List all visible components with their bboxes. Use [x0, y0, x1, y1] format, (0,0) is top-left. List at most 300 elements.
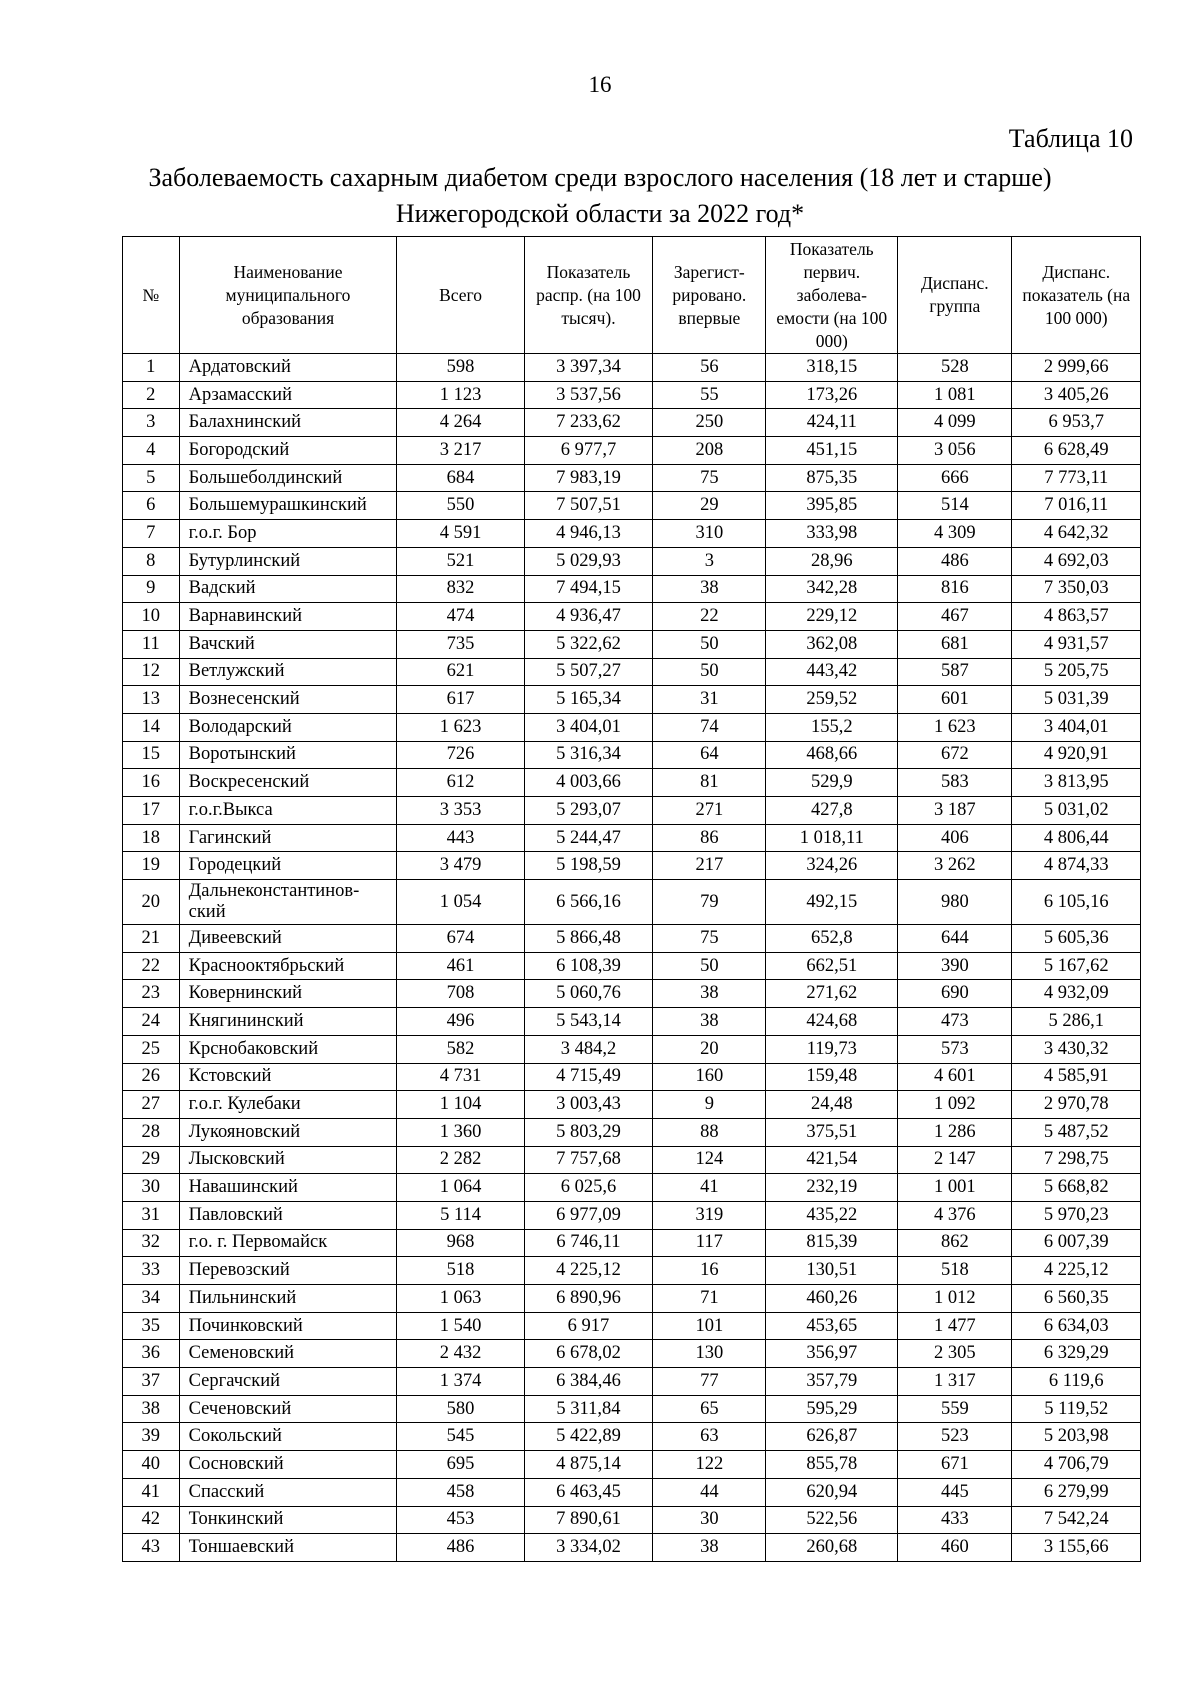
- row-num: 9: [123, 575, 180, 603]
- disp-rate: 4 931,57: [1012, 630, 1141, 658]
- incidence-rate: 130,51: [766, 1257, 898, 1285]
- table-row: [123, 1478, 1141, 1506]
- prevalence-rate: 5 029,93: [524, 547, 652, 575]
- disp-group: 644: [898, 925, 1012, 953]
- total-cases: 695: [397, 1451, 524, 1479]
- disp-rate: 5 970,23: [1012, 1201, 1141, 1229]
- total-cases: 550: [397, 492, 524, 520]
- row-num: 35: [123, 1312, 180, 1340]
- district-name: Лысковский: [179, 1146, 397, 1174]
- incidence-rate: 443,42: [766, 658, 898, 686]
- row-num: 7: [123, 520, 180, 548]
- prevalence-rate: 5 316,34: [524, 741, 652, 769]
- disp-group: 486: [898, 547, 1012, 575]
- disp-group: 4 376: [898, 1201, 1012, 1229]
- total-cases: 708: [397, 980, 524, 1008]
- total-cases: 3 217: [397, 437, 524, 465]
- table-row: [123, 880, 1141, 925]
- disp-rate: 5 205,75: [1012, 658, 1141, 686]
- incidence-rate: 357,79: [766, 1368, 898, 1396]
- disp-group: 666: [898, 464, 1012, 492]
- disp-rate: 3 813,95: [1012, 769, 1141, 797]
- total-cases: 832: [397, 575, 524, 603]
- district-name: Гагинский: [179, 824, 397, 852]
- district-name: Сергачский: [179, 1368, 397, 1396]
- incidence-rate: 529,9: [766, 769, 898, 797]
- header-disp-rate: Диспанс. показатель (на 100 000): [1012, 237, 1141, 354]
- disp-group: 1 092: [898, 1091, 1012, 1119]
- row-num: 11: [123, 630, 180, 658]
- header-incidence: Показатель первич. заболева-емости (на 100 000): [766, 237, 898, 354]
- table-row: [123, 1395, 1141, 1423]
- disp-rate: 5 668,82: [1012, 1174, 1141, 1202]
- disp-rate: 5 031,02: [1012, 797, 1141, 825]
- incidence-rate: 652,8: [766, 925, 898, 953]
- new-registered: 3: [653, 547, 766, 575]
- prevalence-rate: 7 757,68: [524, 1146, 652, 1174]
- incidence-table: [122, 236, 1141, 1562]
- table-row: [123, 741, 1141, 769]
- prevalence-rate: 5 507,27: [524, 658, 652, 686]
- new-registered: 75: [653, 925, 766, 953]
- table-row: [123, 630, 1141, 658]
- disp-rate: 6 634,03: [1012, 1312, 1141, 1340]
- table-row: [123, 1063, 1141, 1091]
- row-num: 26: [123, 1063, 180, 1091]
- header-new-registered: Зарегист-рировано. впервые: [653, 237, 766, 354]
- prevalence-rate: 6 977,09: [524, 1201, 652, 1229]
- district-name: Воротынский: [179, 741, 397, 769]
- prevalence-rate: 7 494,15: [524, 575, 652, 603]
- new-registered: 88: [653, 1118, 766, 1146]
- disp-group: 473: [898, 1008, 1012, 1036]
- table-row: [123, 1008, 1141, 1036]
- new-registered: 64: [653, 741, 766, 769]
- disp-rate: 6 329,29: [1012, 1340, 1141, 1368]
- incidence-rate: 324,26: [766, 852, 898, 880]
- new-registered: 38: [653, 575, 766, 603]
- district-name: Лукояновский: [179, 1118, 397, 1146]
- row-num: 40: [123, 1451, 180, 1479]
- incidence-rate: 260,68: [766, 1534, 898, 1562]
- new-registered: 319: [653, 1201, 766, 1229]
- total-cases: 4 591: [397, 520, 524, 548]
- new-registered: 81: [653, 769, 766, 797]
- prevalence-rate: 5 803,29: [524, 1118, 652, 1146]
- prevalence-rate: 3 334,02: [524, 1534, 652, 1562]
- district-name: Крснобаковский: [179, 1035, 397, 1063]
- row-num: 5: [123, 464, 180, 492]
- table-row: [123, 1368, 1141, 1396]
- disp-group: 433: [898, 1506, 1012, 1534]
- prevalence-rate: 7 233,62: [524, 409, 652, 437]
- prevalence-rate: 3 484,2: [524, 1035, 652, 1063]
- total-cases: 617: [397, 686, 524, 714]
- header-num: №: [123, 237, 180, 354]
- row-num: 30: [123, 1174, 180, 1202]
- disp-rate: 4 806,44: [1012, 824, 1141, 852]
- row-num: 19: [123, 852, 180, 880]
- new-registered: 65: [653, 1395, 766, 1423]
- disp-group: 862: [898, 1229, 1012, 1257]
- row-num: 10: [123, 603, 180, 631]
- new-registered: 38: [653, 1534, 766, 1562]
- disp-group: 3 262: [898, 852, 1012, 880]
- district-name: Тонкинский: [179, 1506, 397, 1534]
- disp-rate: 3 405,26: [1012, 381, 1141, 409]
- row-num: 4: [123, 437, 180, 465]
- district-name: Вачский: [179, 630, 397, 658]
- row-num: 1: [123, 354, 180, 382]
- incidence-rate: 232,19: [766, 1174, 898, 1202]
- row-num: 21: [123, 925, 180, 953]
- disp-rate: 7 773,11: [1012, 464, 1141, 492]
- district-name: Ветлужский: [179, 658, 397, 686]
- district-name: Тоншаевский: [179, 1534, 397, 1562]
- table-row: [123, 1340, 1141, 1368]
- disp-group: 583: [898, 769, 1012, 797]
- table-row: [123, 1035, 1141, 1063]
- prevalence-rate: 4 936,47: [524, 603, 652, 631]
- table-row: [123, 1534, 1141, 1562]
- disp-rate: 7 542,24: [1012, 1506, 1141, 1534]
- prevalence-rate: 5 293,07: [524, 797, 652, 825]
- district-name: Кстовский: [179, 1063, 397, 1091]
- new-registered: 117: [653, 1229, 766, 1257]
- district-name: Большемурашкинский: [179, 492, 397, 520]
- table-row: [123, 713, 1141, 741]
- row-num: 6: [123, 492, 180, 520]
- prevalence-rate: 5 060,76: [524, 980, 652, 1008]
- table-row: [123, 852, 1141, 880]
- prevalence-rate: 4 875,14: [524, 1451, 652, 1479]
- district-name: Вадский: [179, 575, 397, 603]
- disp-group: 390: [898, 952, 1012, 980]
- disp-group: 528: [898, 354, 1012, 382]
- incidence-rate: 333,98: [766, 520, 898, 548]
- incidence-rate: 435,22: [766, 1201, 898, 1229]
- table-row: [123, 437, 1141, 465]
- disp-rate: 2 999,66: [1012, 354, 1141, 382]
- total-cases: 518: [397, 1257, 524, 1285]
- district-name: г.о.г.Выкса: [179, 797, 397, 825]
- prevalence-rate: 4 225,12: [524, 1257, 652, 1285]
- disp-rate: 6 119,6: [1012, 1368, 1141, 1396]
- incidence-rate: 342,28: [766, 575, 898, 603]
- incidence-rate: 620,94: [766, 1478, 898, 1506]
- disp-group: 1 012: [898, 1285, 1012, 1313]
- incidence-rate: 427,8: [766, 797, 898, 825]
- disp-group: 587: [898, 658, 1012, 686]
- prevalence-rate: 5 422,89: [524, 1423, 652, 1451]
- total-cases: 3 479: [397, 852, 524, 880]
- row-num: 38: [123, 1395, 180, 1423]
- prevalence-rate: 6 108,39: [524, 952, 652, 980]
- total-cases: 486: [397, 1534, 524, 1562]
- new-registered: 22: [653, 603, 766, 631]
- row-num: 2: [123, 381, 180, 409]
- table-title: [0, 160, 1200, 232]
- row-num: 23: [123, 980, 180, 1008]
- district-name: Балахнинский: [179, 409, 397, 437]
- district-name: г.о.г. Кулебаки: [179, 1091, 397, 1119]
- table-row: [123, 603, 1141, 631]
- row-num: 25: [123, 1035, 180, 1063]
- total-cases: 674: [397, 925, 524, 953]
- disp-rate: 6 007,39: [1012, 1229, 1141, 1257]
- incidence-rate: 395,85: [766, 492, 898, 520]
- incidence-rate: 626,87: [766, 1423, 898, 1451]
- disp-group: 1 623: [898, 713, 1012, 741]
- table-row: [123, 1506, 1141, 1534]
- disp-group: 980: [898, 880, 1012, 925]
- total-cases: 735: [397, 630, 524, 658]
- total-cases: 968: [397, 1229, 524, 1257]
- incidence-rate: 522,56: [766, 1506, 898, 1534]
- district-name: Сосновский: [179, 1451, 397, 1479]
- new-registered: 50: [653, 658, 766, 686]
- new-registered: 217: [653, 852, 766, 880]
- disp-rate: 2 970,78: [1012, 1091, 1141, 1119]
- district-name: Богородский: [179, 437, 397, 465]
- total-cases: 582: [397, 1035, 524, 1063]
- disp-rate: 4 863,57: [1012, 603, 1141, 631]
- new-registered: 75: [653, 464, 766, 492]
- incidence-rate: 229,12: [766, 603, 898, 631]
- district-name: Сокольский: [179, 1423, 397, 1451]
- incidence-rate: 421,54: [766, 1146, 898, 1174]
- row-num: 39: [123, 1423, 180, 1451]
- prevalence-rate: 4 946,13: [524, 520, 652, 548]
- total-cases: 1 360: [397, 1118, 524, 1146]
- disp-rate: 5 031,39: [1012, 686, 1141, 714]
- total-cases: 4 731: [397, 1063, 524, 1091]
- total-cases: 461: [397, 952, 524, 980]
- disp-rate: 5 286,1: [1012, 1008, 1141, 1036]
- disp-group: 4 601: [898, 1063, 1012, 1091]
- table-row: [123, 980, 1141, 1008]
- prevalence-rate: 4 715,49: [524, 1063, 652, 1091]
- disp-group: 4 309: [898, 520, 1012, 548]
- prevalence-rate: 7 983,19: [524, 464, 652, 492]
- incidence-rate: 318,15: [766, 354, 898, 382]
- prevalence-rate: 6 890,96: [524, 1285, 652, 1313]
- row-num: 33: [123, 1257, 180, 1285]
- table-row: [123, 1201, 1141, 1229]
- total-cases: 1 623: [397, 713, 524, 741]
- table-row: [123, 354, 1141, 382]
- total-cases: 496: [397, 1008, 524, 1036]
- prevalence-rate: 5 198,59: [524, 852, 652, 880]
- total-cases: 2 432: [397, 1340, 524, 1368]
- prevalence-rate: 5 244,47: [524, 824, 652, 852]
- incidence-rate: 155,2: [766, 713, 898, 741]
- total-cases: 521: [397, 547, 524, 575]
- header-total: Всего: [397, 237, 524, 354]
- total-cases: 1 063: [397, 1285, 524, 1313]
- disp-rate: 6 279,99: [1012, 1478, 1141, 1506]
- disp-group: 573: [898, 1035, 1012, 1063]
- incidence-rate: 451,15: [766, 437, 898, 465]
- disp-group: 672: [898, 741, 1012, 769]
- total-cases: 684: [397, 464, 524, 492]
- disp-rate: 4 920,91: [1012, 741, 1141, 769]
- district-name: Семеновский: [179, 1340, 397, 1368]
- incidence-rate: 28,96: [766, 547, 898, 575]
- disp-group: 467: [898, 603, 1012, 631]
- new-registered: 50: [653, 952, 766, 980]
- total-cases: 1 054: [397, 880, 524, 925]
- disp-group: 2 305: [898, 1340, 1012, 1368]
- district-name: Починковский: [179, 1312, 397, 1340]
- disp-rate: 4 932,09: [1012, 980, 1141, 1008]
- table-row: [123, 409, 1141, 437]
- header-row: [123, 237, 1141, 354]
- total-cases: 5 114: [397, 1201, 524, 1229]
- row-num: 37: [123, 1368, 180, 1396]
- incidence-rate: 119,73: [766, 1035, 898, 1063]
- disp-rate: 6 953,7: [1012, 409, 1141, 437]
- district-name: Воскресенский: [179, 769, 397, 797]
- incidence-rate: 159,48: [766, 1063, 898, 1091]
- disp-rate: 4 874,33: [1012, 852, 1141, 880]
- table-row: [123, 520, 1141, 548]
- prevalence-rate: 5 866,48: [524, 925, 652, 953]
- disp-rate: 3 404,01: [1012, 713, 1141, 741]
- header-name: Наименование муниципального образования: [179, 237, 397, 354]
- row-num: 31: [123, 1201, 180, 1229]
- disp-rate: 5 605,36: [1012, 925, 1141, 953]
- incidence-rate: 662,51: [766, 952, 898, 980]
- disp-group: 4 099: [898, 409, 1012, 437]
- incidence-rate: 24,48: [766, 1091, 898, 1119]
- row-num: 36: [123, 1340, 180, 1368]
- disp-rate: 5 119,52: [1012, 1395, 1141, 1423]
- district-name: Краснооктябрьский: [179, 952, 397, 980]
- disp-group: 690: [898, 980, 1012, 1008]
- total-cases: 2 282: [397, 1146, 524, 1174]
- district-name: Володарский: [179, 713, 397, 741]
- disp-group: 523: [898, 1423, 1012, 1451]
- disp-group: 1 286: [898, 1118, 1012, 1146]
- prevalence-rate: 6 678,02: [524, 1340, 652, 1368]
- new-registered: 71: [653, 1285, 766, 1313]
- table-row: [123, 1229, 1141, 1257]
- new-registered: 124: [653, 1146, 766, 1174]
- disp-rate: 4 706,79: [1012, 1451, 1141, 1479]
- table-row: [123, 1285, 1141, 1313]
- incidence-rate: 173,26: [766, 381, 898, 409]
- district-name: Городецкий: [179, 852, 397, 880]
- row-num: 27: [123, 1091, 180, 1119]
- district-name: Княгининский: [179, 1008, 397, 1036]
- disp-group: 1 477: [898, 1312, 1012, 1340]
- table-row: [123, 797, 1141, 825]
- incidence-rate: 468,66: [766, 741, 898, 769]
- prevalence-rate: 6 025,6: [524, 1174, 652, 1202]
- incidence-rate: 815,39: [766, 1229, 898, 1257]
- new-registered: 31: [653, 686, 766, 714]
- row-num: 17: [123, 797, 180, 825]
- new-registered: 86: [653, 824, 766, 852]
- disp-rate: 7 298,75: [1012, 1146, 1141, 1174]
- district-name: Варнавинский: [179, 603, 397, 631]
- district-name: Вознесенский: [179, 686, 397, 714]
- total-cases: 612: [397, 769, 524, 797]
- table-row: [123, 925, 1141, 953]
- incidence-rate: 595,29: [766, 1395, 898, 1423]
- prevalence-rate: 6 746,11: [524, 1229, 652, 1257]
- new-registered: 44: [653, 1478, 766, 1506]
- table-row: [123, 547, 1141, 575]
- table-row: [123, 1312, 1141, 1340]
- total-cases: 1 104: [397, 1091, 524, 1119]
- prevalence-rate: 3 537,56: [524, 381, 652, 409]
- row-num: 28: [123, 1118, 180, 1146]
- district-name: Павловский: [179, 1201, 397, 1229]
- row-num: 41: [123, 1478, 180, 1506]
- row-num: 42: [123, 1506, 180, 1534]
- disp-group: 2 147: [898, 1146, 1012, 1174]
- disp-rate: 4 642,32: [1012, 520, 1141, 548]
- table-row: [123, 1257, 1141, 1285]
- district-name: Перевозский: [179, 1257, 397, 1285]
- new-registered: 16: [653, 1257, 766, 1285]
- total-cases: 458: [397, 1478, 524, 1506]
- disp-group: 671: [898, 1451, 1012, 1479]
- disp-rate: 6 105,16: [1012, 880, 1141, 925]
- table-row: [123, 464, 1141, 492]
- disp-group: 406: [898, 824, 1012, 852]
- new-registered: 56: [653, 354, 766, 382]
- table-row: [123, 658, 1141, 686]
- row-num: 32: [123, 1229, 180, 1257]
- disp-rate: 3 155,66: [1012, 1534, 1141, 1562]
- total-cases: 1 374: [397, 1368, 524, 1396]
- incidence-rate: 362,08: [766, 630, 898, 658]
- table-row: [123, 1118, 1141, 1146]
- row-num: 20: [123, 880, 180, 925]
- row-num: 22: [123, 952, 180, 980]
- incidence-rate: 356,97: [766, 1340, 898, 1368]
- disp-group: 601: [898, 686, 1012, 714]
- total-cases: 545: [397, 1423, 524, 1451]
- new-registered: 38: [653, 1008, 766, 1036]
- disp-group: 518: [898, 1257, 1012, 1285]
- row-num: 8: [123, 547, 180, 575]
- disp-group: 681: [898, 630, 1012, 658]
- disp-rate: 6 560,35: [1012, 1285, 1141, 1313]
- prevalence-rate: 6 917: [524, 1312, 652, 1340]
- disp-rate: 3 430,32: [1012, 1035, 1141, 1063]
- table-row: [123, 1423, 1141, 1451]
- prevalence-rate: 7 507,51: [524, 492, 652, 520]
- new-registered: 55: [653, 381, 766, 409]
- header-disp-group: Диспанс. группа: [898, 237, 1012, 354]
- district-name: Пильнинский: [179, 1285, 397, 1313]
- table-row: [123, 686, 1141, 714]
- prevalence-rate: 5 311,84: [524, 1395, 652, 1423]
- incidence-rate: 424,11: [766, 409, 898, 437]
- table-row: [123, 492, 1141, 520]
- district-name: Дальнеконстантинов-ский: [179, 880, 397, 925]
- incidence-rate: 492,15: [766, 880, 898, 925]
- new-registered: 29: [653, 492, 766, 520]
- new-registered: 30: [653, 1506, 766, 1534]
- row-num: 34: [123, 1285, 180, 1313]
- table-row: [123, 1091, 1141, 1119]
- table-row: [123, 952, 1141, 980]
